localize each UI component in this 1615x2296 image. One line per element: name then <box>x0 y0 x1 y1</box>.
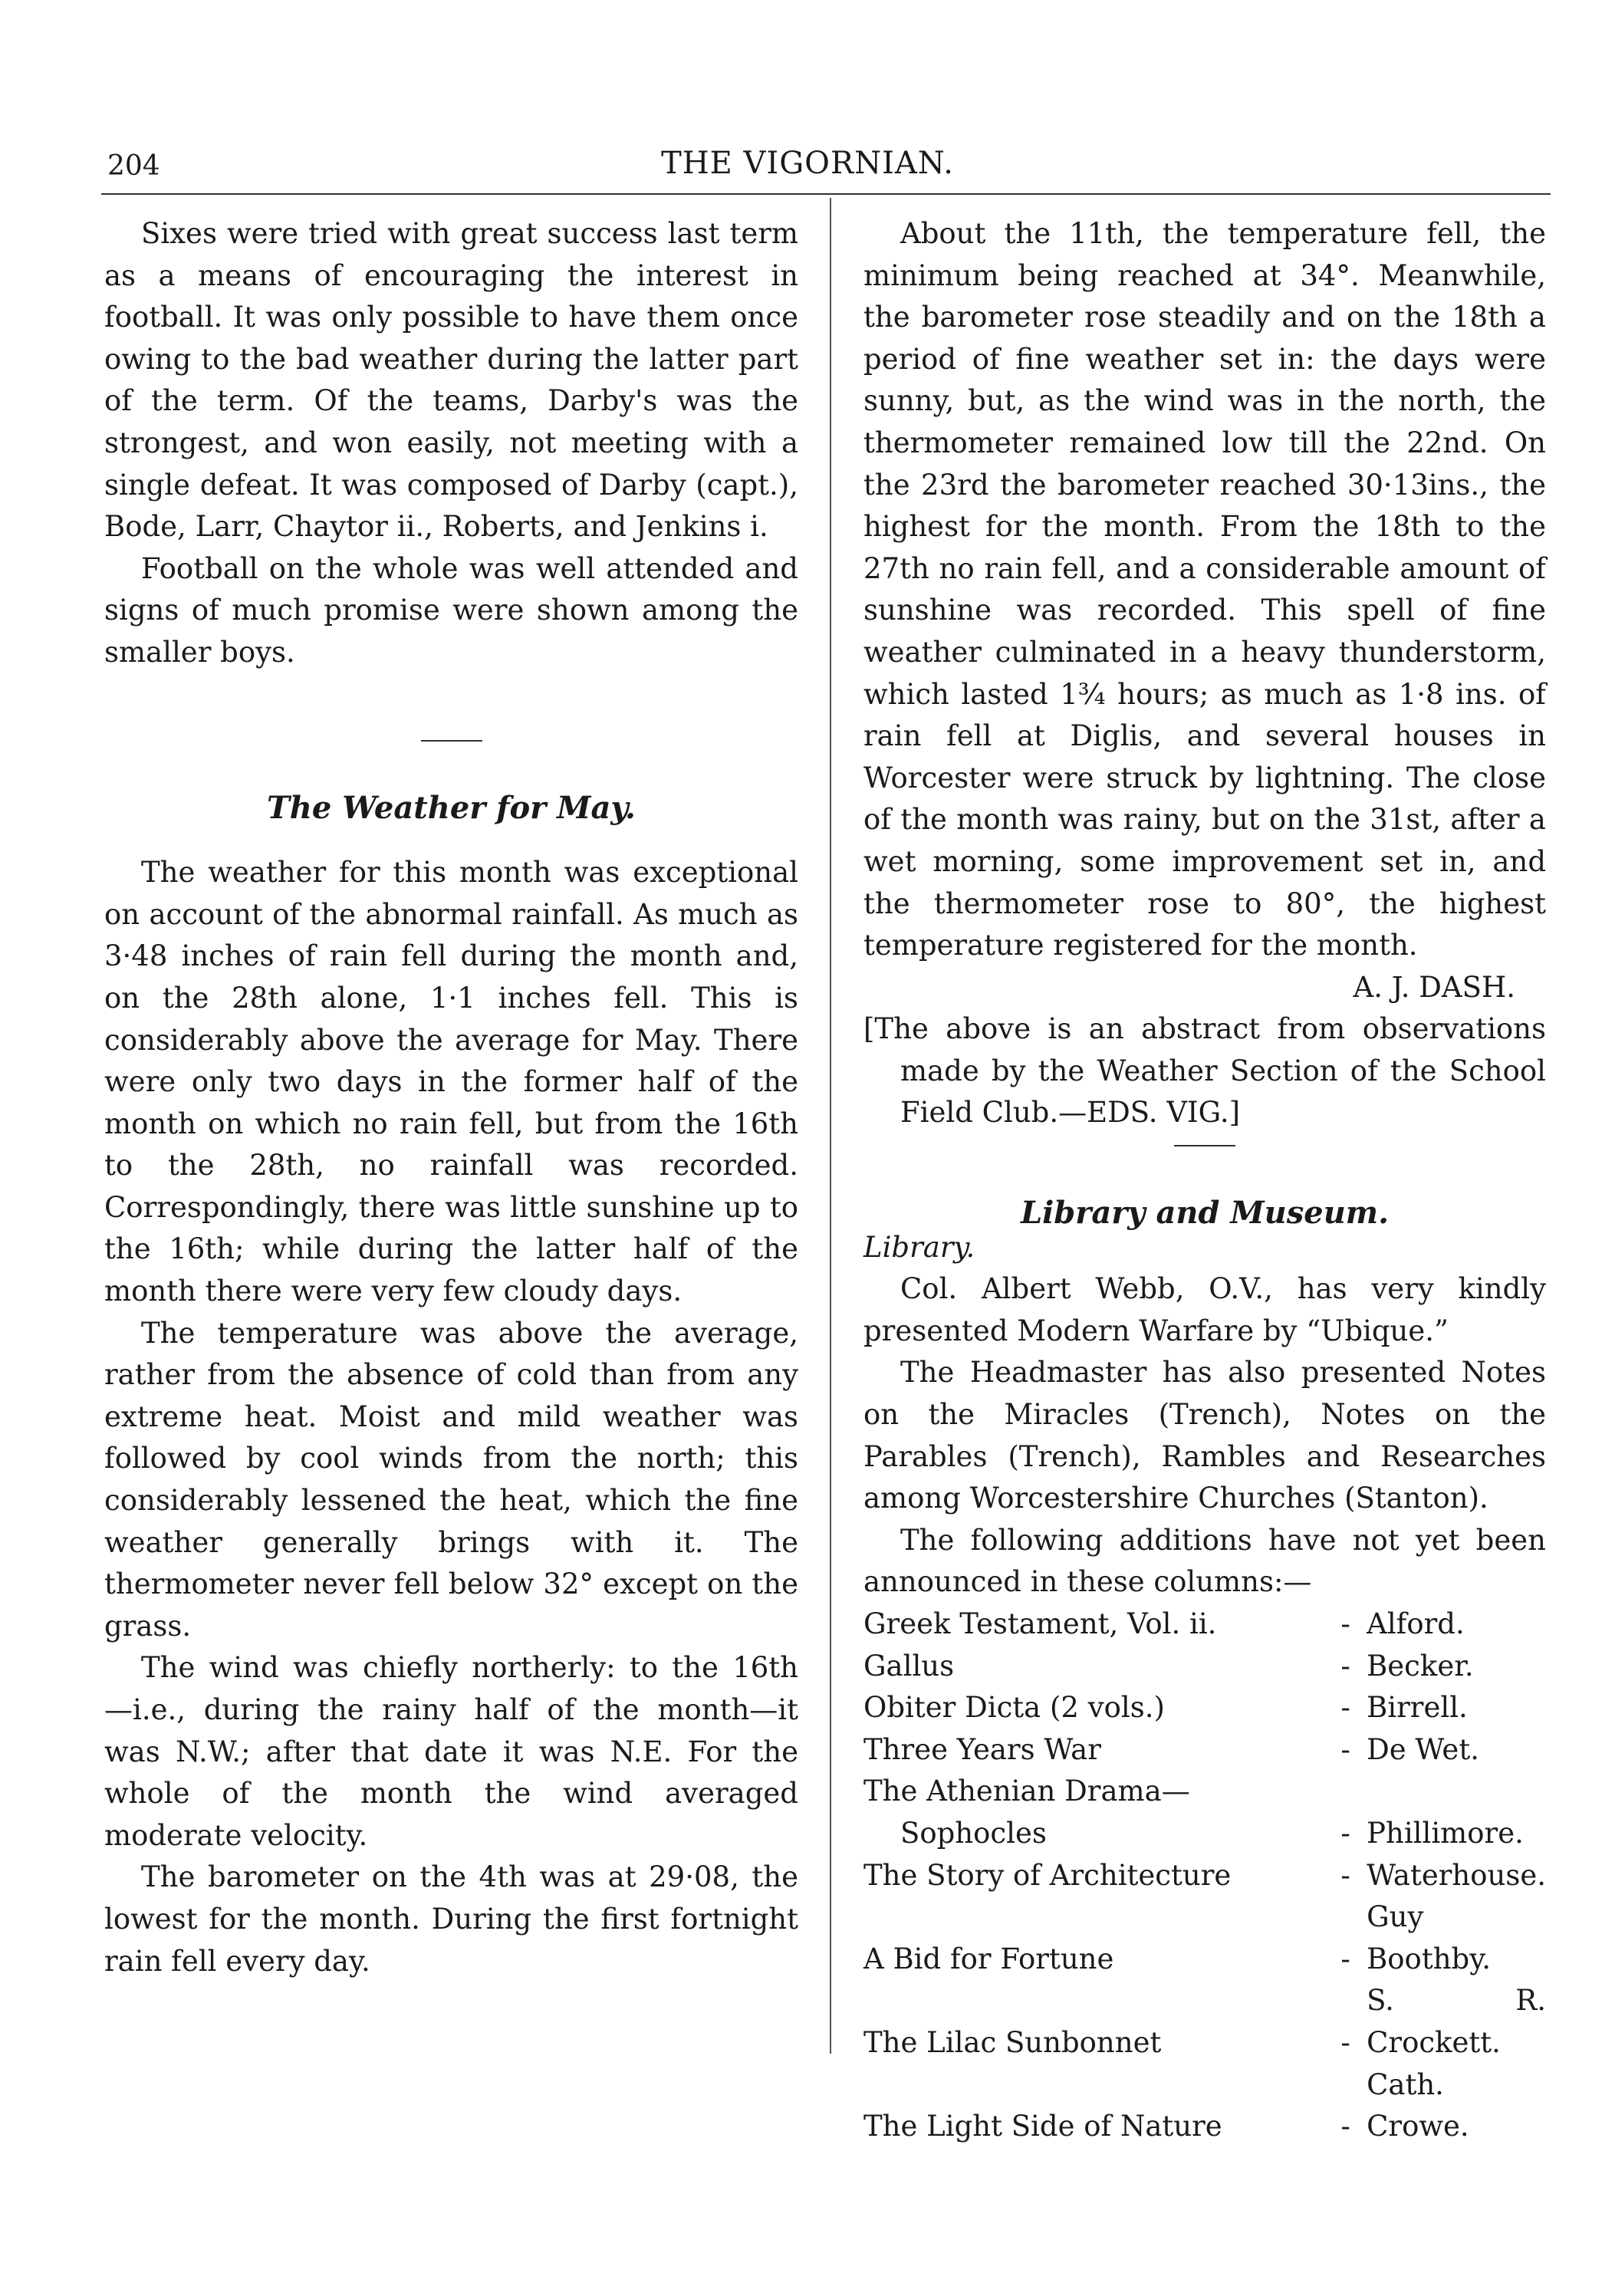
library-paragraph-3: The following additions have not yet been announced in these columns:— <box>863 1523 1546 1599</box>
dash: - <box>1340 1942 1350 1975</box>
book-row <box>863 1687 1546 1729</box>
running-title: THE VIGORNIAN. <box>661 146 954 181</box>
weather-paragraph-2: The temperature was above the average, rather from the absence of cold than from any extreme heat. Moist and mild weather was followed by cool winds from the north; this considerably lessened the heat, which the fine weather generally brings with it. The thermometer never fell below 32° except on the grass. <box>104 1316 798 1643</box>
book-row <box>863 1646 1546 1688</box>
book-title: Obiter Dicta (2 vols.) <box>863 1691 1165 1725</box>
left-column <box>104 213 798 1982</box>
book-row <box>863 1896 1546 1980</box>
book-title: The Story of Architecture <box>863 1858 1232 1892</box>
book-title: Greek Testament, Vol. ii. <box>863 1607 1217 1640</box>
book-title: Sophocles <box>900 1816 1047 1850</box>
book-title: Three Years War <box>863 1732 1101 1766</box>
book-title: The Athenian Drama— <box>863 1775 1190 1808</box>
dash: - <box>1340 2110 1350 2143</box>
dash: - <box>1340 1649 1350 1683</box>
book-title: Gallus <box>863 1649 955 1683</box>
book-row <box>863 1729 1546 1771</box>
dash: - <box>1340 1858 1350 1892</box>
book-title: The Lilac Sunbonnet <box>863 2025 1162 2059</box>
book-title: A Bid for Fortune <box>863 1942 1114 1975</box>
dash: - <box>1340 1691 1350 1725</box>
book-row <box>863 1813 1546 1855</box>
library-paragraph-2: The Headmaster has also presented Notes on the Miracles (Trench), Notes on the Parables (Trench), Rambles and Researches among Worcestershire Churches (Stanton). <box>863 1356 1546 1515</box>
book-row <box>863 1855 1546 1897</box>
column-divider <box>830 198 831 2054</box>
dash: - <box>1340 2025 1350 2059</box>
book-author: Cath. Crowe. <box>1367 2067 1469 2143</box>
book-row <box>863 1604 1546 1646</box>
editor-note: [The above is an abstract from observations made by the Weather Section of the School Field Club.—EDS. VIG.] <box>863 1012 1546 1130</box>
football-paragraph: Football on the whole was well attended and signs of much promise were shown among the smaller boys. <box>104 551 798 669</box>
weather-paragraph-5: About the 11th, the temperature fell, the minimum being reached at 34°. Meanwhile, the barometer rose steadily and on the 18th a period of fine weather set in: the days were sunny, but, as the wind was in the north, the thermometer remained low till the 22nd. On the 23rd the barometer reached 30·13ins., the highest for the month. From the 18th to the 27th no rain fell, and a considerable amount of sunshine was recorded. This spell of fine weather culminated in a heavy thunderstorm, which lasted 1¾ hours; as much as 1·8 ins. of rain fell at Diglis, and several houses in Worcester were struck by lightning. The close of the month was rainy, but on the 31st, after a wet morning, some improvement set in, and the thermometer rose to 80°, the highest temperature registered for the month. <box>863 217 1546 962</box>
dash: - <box>1340 1732 1350 1766</box>
library-heading: Library and Museum. <box>1020 1195 1390 1232</box>
header-rule <box>101 193 1551 195</box>
dash: - <box>1340 1816 1350 1850</box>
weather-paragraph-4: The barometer on the 4th was at 29·08, the lowest for the month. During the first fortnight rain fell every day. <box>104 1860 798 1978</box>
book-row <box>863 1980 1546 2064</box>
book-author: De Wet. <box>1367 1732 1479 1766</box>
sixes-paragraph: Sixes were tried with great success last term as a means of encouraging the interest in football. It was only possible to have them once owing to the bad weather during the latter part of the term. Of the teams, Darby's was the strongest, and won easily, not meeting with a single defeat. It was composed of Darby (capt.), Bode, Larr, Chaytor ii., Roberts, and Jenkins i. <box>104 217 798 544</box>
library-paragraph-1: Col. Albert Webb, O.V., has very kindly presented Modern Warfare by “Ubique.” <box>863 1272 1546 1347</box>
book-list <box>863 1604 1546 2148</box>
weather-paragraph-3: The wind was chiefly northerly: to the 16th —i.e., during the rainy half of the month—it was N.W.; after that date it was N.E. For the whole of the month the wind averaged moderate velocity. <box>104 1651 798 1852</box>
library-label: Library. <box>863 1230 975 1264</box>
book-author: Birrell. <box>1367 1691 1468 1725</box>
weather-paragraph-1: The weather for this month was exceptional on account of the abnormal rainfall. As much as 3·48 inches of rain fell during the month and, on the 28th alone, 1·1 inches fell. This is considerably above the average for May. There were only two days in the former half of the month on which no rain fell, but from the 16th to the 28th, no rainfall was recorded. Correspondingly, there was little sunshine up to the 16th; while during the latter half of the month there were very few cloudy days. <box>104 856 798 1308</box>
book-author: Guy Boothby. <box>1367 1900 1491 1975</box>
weather-heading: The Weather for May. <box>267 789 636 826</box>
book-author: Phillimore. <box>1367 1816 1524 1850</box>
page-number: 204 <box>107 150 160 182</box>
book-author: Waterhouse. <box>1367 1858 1546 1892</box>
right-column <box>863 213 1546 2148</box>
book-title: The Light Side of Nature <box>863 2110 1222 2143</box>
book-row <box>863 2064 1546 2148</box>
book-author: Becker. <box>1367 1649 1474 1683</box>
book-author: S. R. Crockett. <box>1367 1984 1546 2059</box>
dash: - <box>1340 1607 1350 1640</box>
book-row <box>863 1771 1546 1813</box>
book-author <box>1367 1771 1546 1813</box>
book-author: Alford. <box>1367 1607 1465 1640</box>
signature: A. J. DASH. <box>1353 970 1515 1004</box>
